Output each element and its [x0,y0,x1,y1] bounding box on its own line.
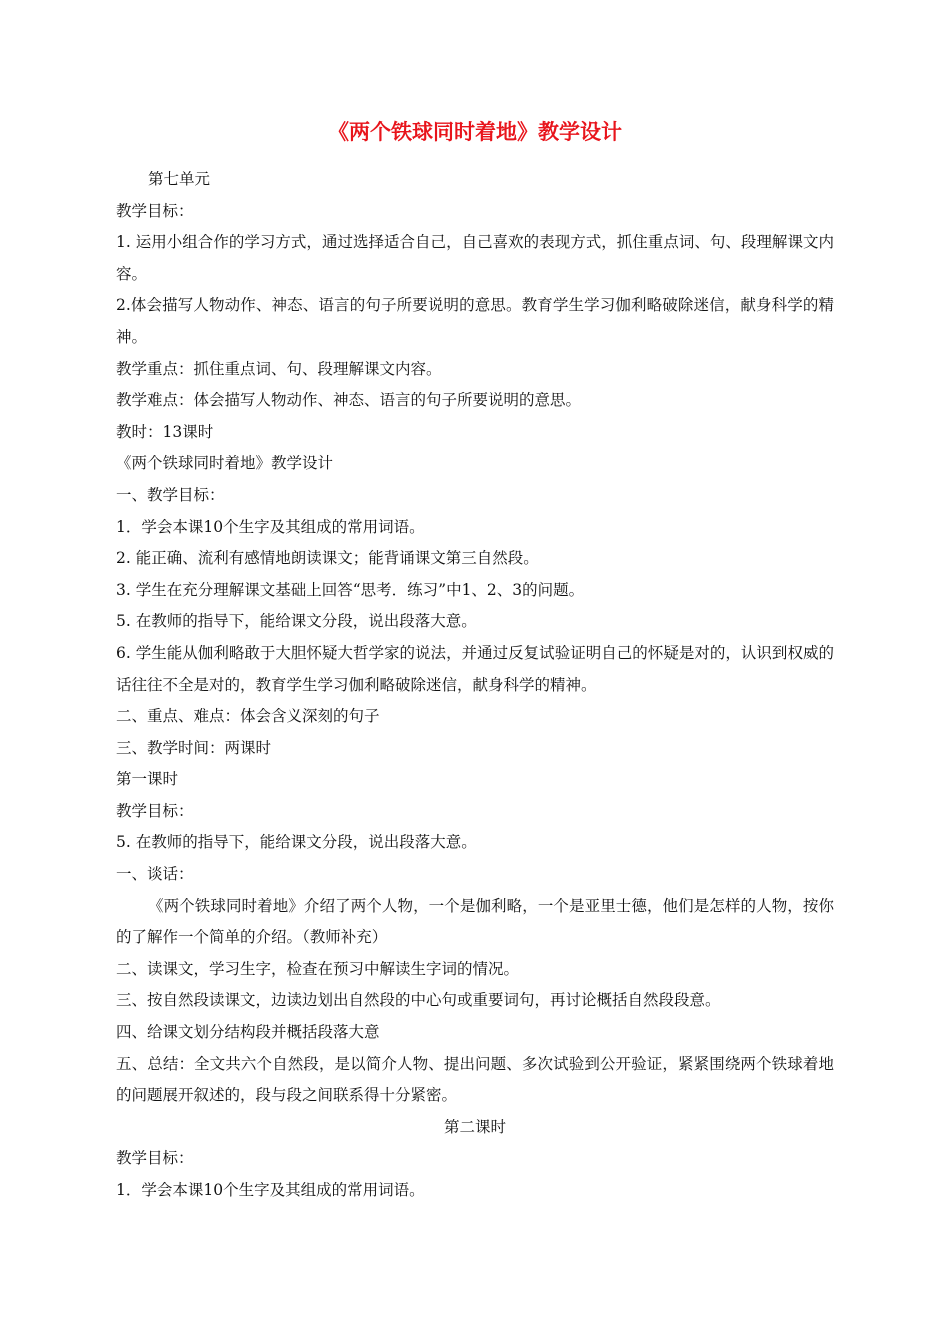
paragraph: 一、谈话： [116,865,194,884]
paragraph: 3. 学生在充分理解课文基础上回答“思考．练习”中1、2、3的问题。 [116,580,585,599]
paragraph: 1. 运用小组合作的学习方式，通过选择适合自己，自己喜欢的表现方式，抓住重点词、句、段理解课文内容。 [116,233,834,283]
paragraph: 教学目标： [116,201,194,220]
paragraph: 三、教学时间：两课时 [116,738,272,757]
paragraph: 二、读课文，学习生字，检查在预习中解读生字词的情况。 [116,959,520,978]
paragraph: 《两个铁球同时着地》教学设计 [116,454,334,473]
paragraph: 第一课时 [116,770,179,789]
paragraph: 一、教学目标： [116,485,225,504]
paragraph: 三、按自然段读课文，边读边划出自然段的中心句或重要词句，再讨论概括自然段段意。 [116,991,721,1010]
paragraph: 四、给课文划分结构段并概括段落大意 [116,1023,380,1042]
paragraph: 《两个铁球同时着地》介绍了两个人物，一个是伽利略，一个是亚里士德，他们是怎样的人物，按你的了解作一个简单的介绍。（教师补充） [116,896,834,947]
paragraph: 5. 在教师的指导下，能给课文分段，说出段落大意。 [116,612,477,631]
paragraph: 6. 学生能从伽利略敢于大胆怀疑大哲学家的说法，并通过反复试验证明自己的怀疑是对的，认识到权威的话往往不全是对的，教育学生学习伽利略破除迷信，献身科学的精神。 [116,643,834,694]
paragraph: 五、总结：全文共六个自然段，是以简介人物、提出问题、多次试验到公开验证，紧紧围绕两个铁球着地的问题展开叙述的，段与段之间联系得十分紧密。 [116,1054,834,1105]
document-title: 《两个铁球同时着地》教学设计 [328,120,622,144]
paragraph: 教时：13课时 [116,422,214,441]
document-body [116,164,834,1207]
paragraph: 1．学会本课10个生字及其组成的常用词语。 [116,517,425,536]
paragraph: 2.体会描写人物动作、神态、语言的句子所要说明的意思。教育学生学习伽利略破除迷信，献身科学的精神。 [116,296,834,346]
unit-label: 第七单元 [148,170,211,188]
paragraph: 二、重点、难点：体会含义深刻的句子 [116,707,380,726]
paragraph: 教学目标： [116,1149,194,1168]
paragraph: 教学难点：体会描写人物动作、神态、语言的句子所要说明的意思。 [116,391,582,410]
paragraph: 教学重点：抓住重点词、句、段理解课文内容。 [116,359,442,378]
paragraph: 1．学会本课10个生字及其组成的常用词语。 [116,1181,425,1199]
paragraph: 教学目标： [116,801,194,820]
paragraph: 2. 能正确、流利有感情地朗读课文；能背诵课文第三自然段。 [116,549,539,568]
paragraph: 5. 在教师的指导下，能给课文分段，说出段落大意。 [116,833,477,852]
section-heading: 第二课时 [443,1117,506,1136]
